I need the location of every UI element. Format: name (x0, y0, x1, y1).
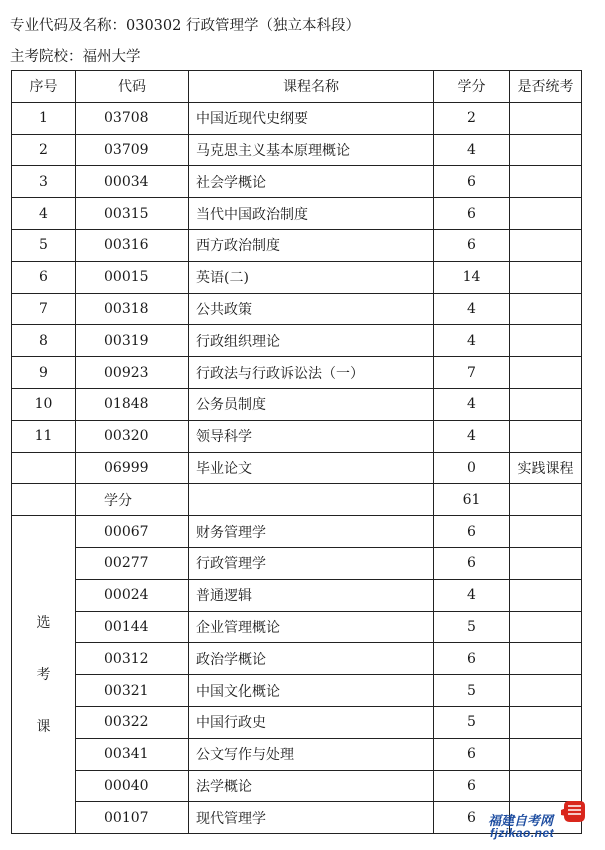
cell-credit: 5 (434, 611, 510, 643)
table-row (12, 643, 582, 675)
cell-name: 当代中国政治制度 (189, 198, 434, 230)
total-label: 学分 (76, 484, 189, 516)
cell-exam (510, 261, 582, 293)
table-row (12, 293, 582, 325)
cell-name: 行政管理学 (189, 547, 434, 579)
cell-name: 企业管理概论 (189, 611, 434, 643)
cell-code: 00316 (76, 229, 189, 261)
cell-name: 法学概论 (189, 770, 434, 802)
cell-exam (510, 484, 582, 516)
cell-exam (510, 102, 582, 134)
cell-code: 00315 (76, 198, 189, 230)
cell-code: 00321 (76, 675, 189, 707)
table-row (12, 261, 582, 293)
cell-credit: 4 (434, 388, 510, 420)
table-row (12, 134, 582, 166)
cell-name: 中国近现代史纲要 (189, 102, 434, 134)
table-row (12, 388, 582, 420)
cell-credit: 4 (434, 420, 510, 452)
cell-name: 中国行政史 (189, 706, 434, 738)
table-row (12, 229, 582, 261)
cell-exam (510, 357, 582, 389)
cell-credit: 0 (434, 452, 510, 484)
cell-exam (510, 738, 582, 770)
col-header-exam: 是否统考 (510, 71, 582, 103)
cell-credit: 6 (434, 802, 510, 834)
cell-seq: 7 (12, 293, 76, 325)
cell-name: 普通逻辑 (189, 579, 434, 611)
cell-exam (510, 579, 582, 611)
table-row (12, 675, 582, 707)
cell-exam (510, 293, 582, 325)
cell-credit: 6 (434, 516, 510, 548)
cell-credit: 4 (434, 579, 510, 611)
cell-seq: 1 (12, 102, 76, 134)
cell-name: 财务管理学 (189, 516, 434, 548)
cell-exam (510, 611, 582, 643)
cell-name: 领导科学 (189, 420, 434, 452)
cell-code: 03708 (76, 102, 189, 134)
elective-label-char: 考 (36, 666, 51, 683)
cell-exam (510, 547, 582, 579)
table-row (12, 420, 582, 452)
cell-code: 01848 (76, 388, 189, 420)
table-row (12, 706, 582, 738)
cell-name: 西方政治制度 (189, 229, 434, 261)
table-row (12, 547, 582, 579)
col-header-name: 课程名称 (189, 71, 434, 103)
cell-code: 00320 (76, 420, 189, 452)
cell-seq: 5 (12, 229, 76, 261)
curriculum-table (11, 70, 582, 834)
cell-name: 政治学概论 (189, 643, 434, 675)
cell-credit: 5 (434, 706, 510, 738)
total-row (12, 484, 582, 516)
table-row (12, 516, 582, 548)
cell-name: 行政法与行政诉讼法（一） (189, 357, 434, 389)
cell-seq: 9 (12, 357, 76, 389)
cell-code: 00923 (76, 357, 189, 389)
cell-exam (510, 516, 582, 548)
table-header-row (12, 71, 582, 103)
table-row (12, 102, 582, 134)
cell-exam (510, 166, 582, 198)
cell-credit: 5 (434, 675, 510, 707)
cell-credit: 4 (434, 325, 510, 357)
table-row (12, 611, 582, 643)
cell-name: 行政组织理论 (189, 325, 434, 357)
cell-code: 00312 (76, 643, 189, 675)
school-title: 主考院校：福州大学 (10, 49, 141, 65)
cell-seq (12, 484, 76, 516)
cell-code: 00341 (76, 738, 189, 770)
cell-exam (510, 420, 582, 452)
total-credit: 61 (434, 484, 510, 516)
table-row (12, 738, 582, 770)
cell-code: 00277 (76, 547, 189, 579)
cell-code: 00034 (76, 166, 189, 198)
col-header-code: 代码 (76, 71, 189, 103)
cell-name: 毕业论文 (189, 452, 434, 484)
cell-code: 03709 (76, 134, 189, 166)
cell-name (189, 484, 434, 516)
cell-code: 00318 (76, 293, 189, 325)
col-header-credit: 学分 (434, 71, 510, 103)
cell-exam: 实践课程 (510, 452, 582, 484)
cell-seq: 11 (12, 420, 76, 452)
cell-credit: 6 (434, 229, 510, 261)
cell-code: 00040 (76, 770, 189, 802)
site-watermark (488, 796, 600, 846)
cell-seq: 10 (12, 388, 76, 420)
cell-credit: 6 (434, 547, 510, 579)
cell-credit: 6 (434, 643, 510, 675)
table-body (12, 102, 582, 833)
table-row (12, 198, 582, 230)
cell-credit: 7 (434, 357, 510, 389)
table-row (12, 325, 582, 357)
cell-seq: 6 (12, 261, 76, 293)
col-header-seq: 序号 (12, 71, 76, 103)
cell-name: 社会学概论 (189, 166, 434, 198)
table-row (12, 452, 582, 484)
cell-code: 00322 (76, 706, 189, 738)
cell-exam (510, 229, 582, 261)
major-title: 专业代码及名称：030302 行政管理学（独立本科段） (10, 18, 360, 34)
cell-exam (510, 643, 582, 675)
table-row (12, 579, 582, 611)
cell-name: 中国文化概论 (189, 675, 434, 707)
cell-exam (510, 325, 582, 357)
cell-exam (510, 134, 582, 166)
cell-seq: 8 (12, 325, 76, 357)
cell-code: 00024 (76, 579, 189, 611)
fist-logo-icon (558, 796, 588, 826)
cell-credit: 4 (434, 293, 510, 325)
cell-name: 公文写作与处理 (189, 738, 434, 770)
cell-credit: 14 (434, 261, 510, 293)
cell-code: 06999 (76, 452, 189, 484)
cell-code: 00144 (76, 611, 189, 643)
elective-label-char: 课 (36, 718, 51, 735)
cell-seq: 4 (12, 198, 76, 230)
cell-exam (510, 706, 582, 738)
cell-credit: 6 (434, 770, 510, 802)
cell-credit: 2 (434, 102, 510, 134)
cell-credit: 4 (434, 134, 510, 166)
cell-name: 公共政策 (189, 293, 434, 325)
cell-name: 现代管理学 (189, 802, 434, 834)
cell-name: 英语(二) (189, 261, 434, 293)
elective-label-char: 选 (36, 614, 51, 631)
cell-code: 00319 (76, 325, 189, 357)
cell-exam (510, 388, 582, 420)
table-row (12, 357, 582, 389)
cell-credit: 6 (434, 166, 510, 198)
table-row (12, 166, 582, 198)
cell-name: 公务员制度 (189, 388, 434, 420)
cell-code: 00067 (76, 516, 189, 548)
cell-credit: 6 (434, 198, 510, 230)
cell-name: 马克思主义基本原理概论 (189, 134, 434, 166)
cell-code: 00107 (76, 802, 189, 834)
cell-credit: 6 (434, 738, 510, 770)
cell-exam (510, 198, 582, 230)
elective-section-label (12, 516, 76, 834)
watermark-site-url: fjzikao.net (490, 826, 555, 840)
cell-seq (12, 452, 76, 484)
cell-code: 00015 (76, 261, 189, 293)
cell-seq: 2 (12, 134, 76, 166)
cell-exam (510, 675, 582, 707)
cell-seq: 3 (12, 166, 76, 198)
watermark-site-name: 福建自考网 (488, 813, 554, 828)
